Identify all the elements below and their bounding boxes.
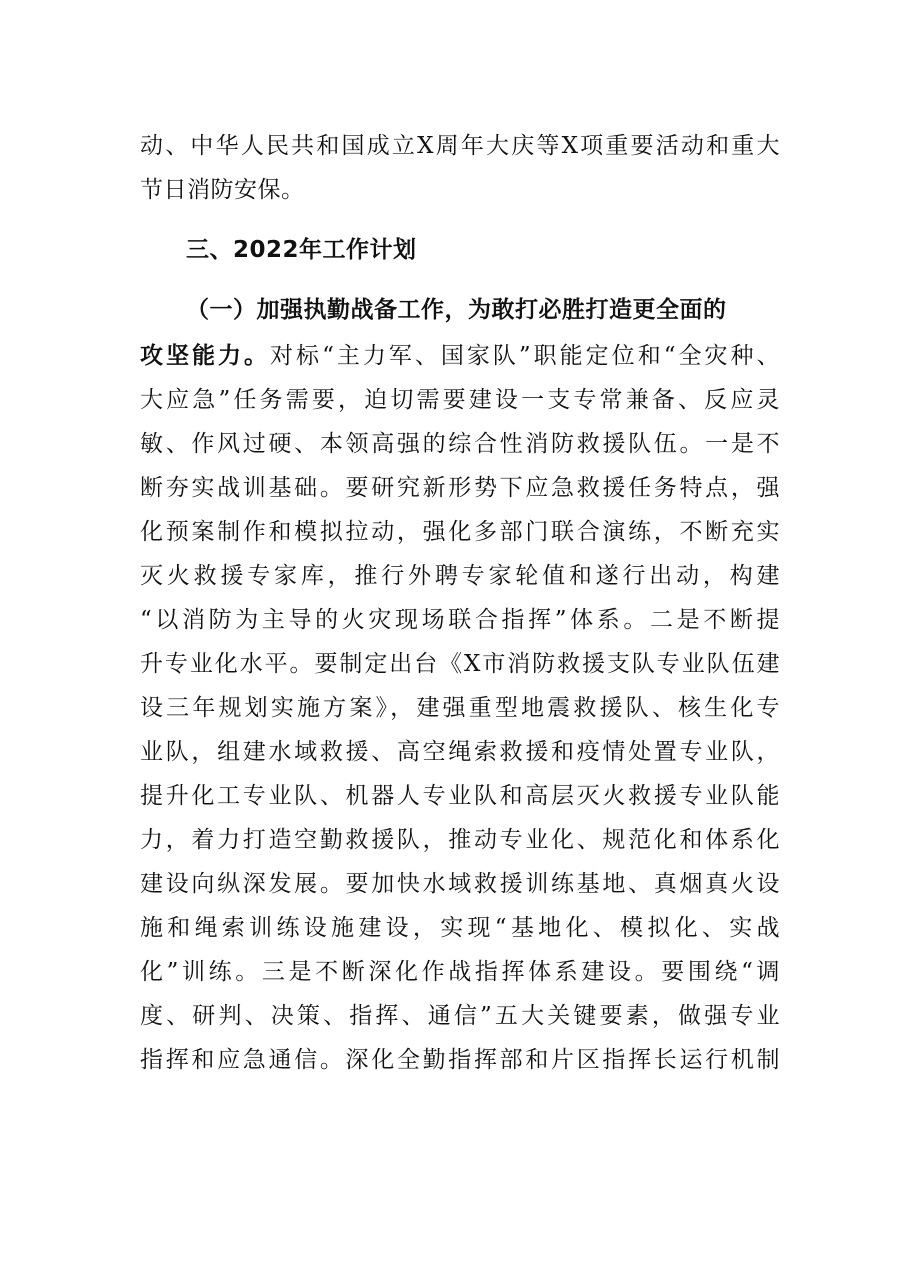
body-line: 断夯实战训基础。要研究新形势下应急救援任务特点，强 (140, 475, 780, 501)
body-line: 设三年规划实施方案》，建强重型地震救援队、核生化专 (140, 695, 780, 721)
body-line: 指挥和应急通信。深化全勤指挥部和片区指挥长运行机制 (140, 1047, 780, 1073)
body-line: 力，着力打造空勤救援队，推动专业化、规范化和体系化 (140, 827, 780, 853)
subsection-first-line-text: 对标“主力军、国家队”职能定位和“全灾种、 (270, 343, 780, 369)
continuation-line-1: 动、中华人民共和国成立X周年大庆等X项重要活动和重大 (140, 133, 780, 159)
body-line: 提升化工专业队、机器人专业队和高层灭火救援专业队能 (140, 783, 780, 809)
body-line: 升专业化水平。要制定出台《X市消防救援支队专业队伍建 (140, 651, 780, 677)
subsection-title-continuation (140, 336, 780, 376)
body-line: 业队，组建水域救援、高空绳索救援和疫情处置专业队， (140, 739, 780, 765)
continuation-line-2: 节日消防安保。 (140, 177, 305, 203)
body-line: 施和绳索训练设施建设，实现“基地化、模拟化、实战 (140, 915, 780, 941)
body-line: “以消防为主导的火灾现场联合指挥”体系。二是不断提 (140, 607, 780, 633)
body-line: 灭火救援专家库，推行外聘专家轮值和遂行出动，构建 (140, 563, 780, 589)
body-line: 敏、作风过硬、本领高强的综合性消防救援队伍。一是不 (140, 431, 780, 457)
body-line: 建设向纵深发展。要加快水域救援训练基地、真烟真火设 (140, 871, 780, 897)
body-line: 大应急”任务需要，迫切需要建设一支专常兼备、反应灵 (140, 387, 780, 413)
section-heading: 三、2022年工作计划 (186, 237, 417, 263)
body-line: 化预案制作和模拟拉动，强化多部门联合演练，不断充实 (140, 519, 780, 545)
body-line: 度、研判、决策、指挥、通信”五大关键要素，做强专业 (140, 1003, 780, 1029)
subsection-title-line: （一）加强执勤战备工作，为敢打必胜打造更全面的 (186, 297, 727, 323)
body-line: 化”训练。三是不断深化作战指挥体系建设。要围绕“调 (140, 959, 780, 985)
subsection-title-tail: 攻坚能力。 (140, 342, 271, 369)
